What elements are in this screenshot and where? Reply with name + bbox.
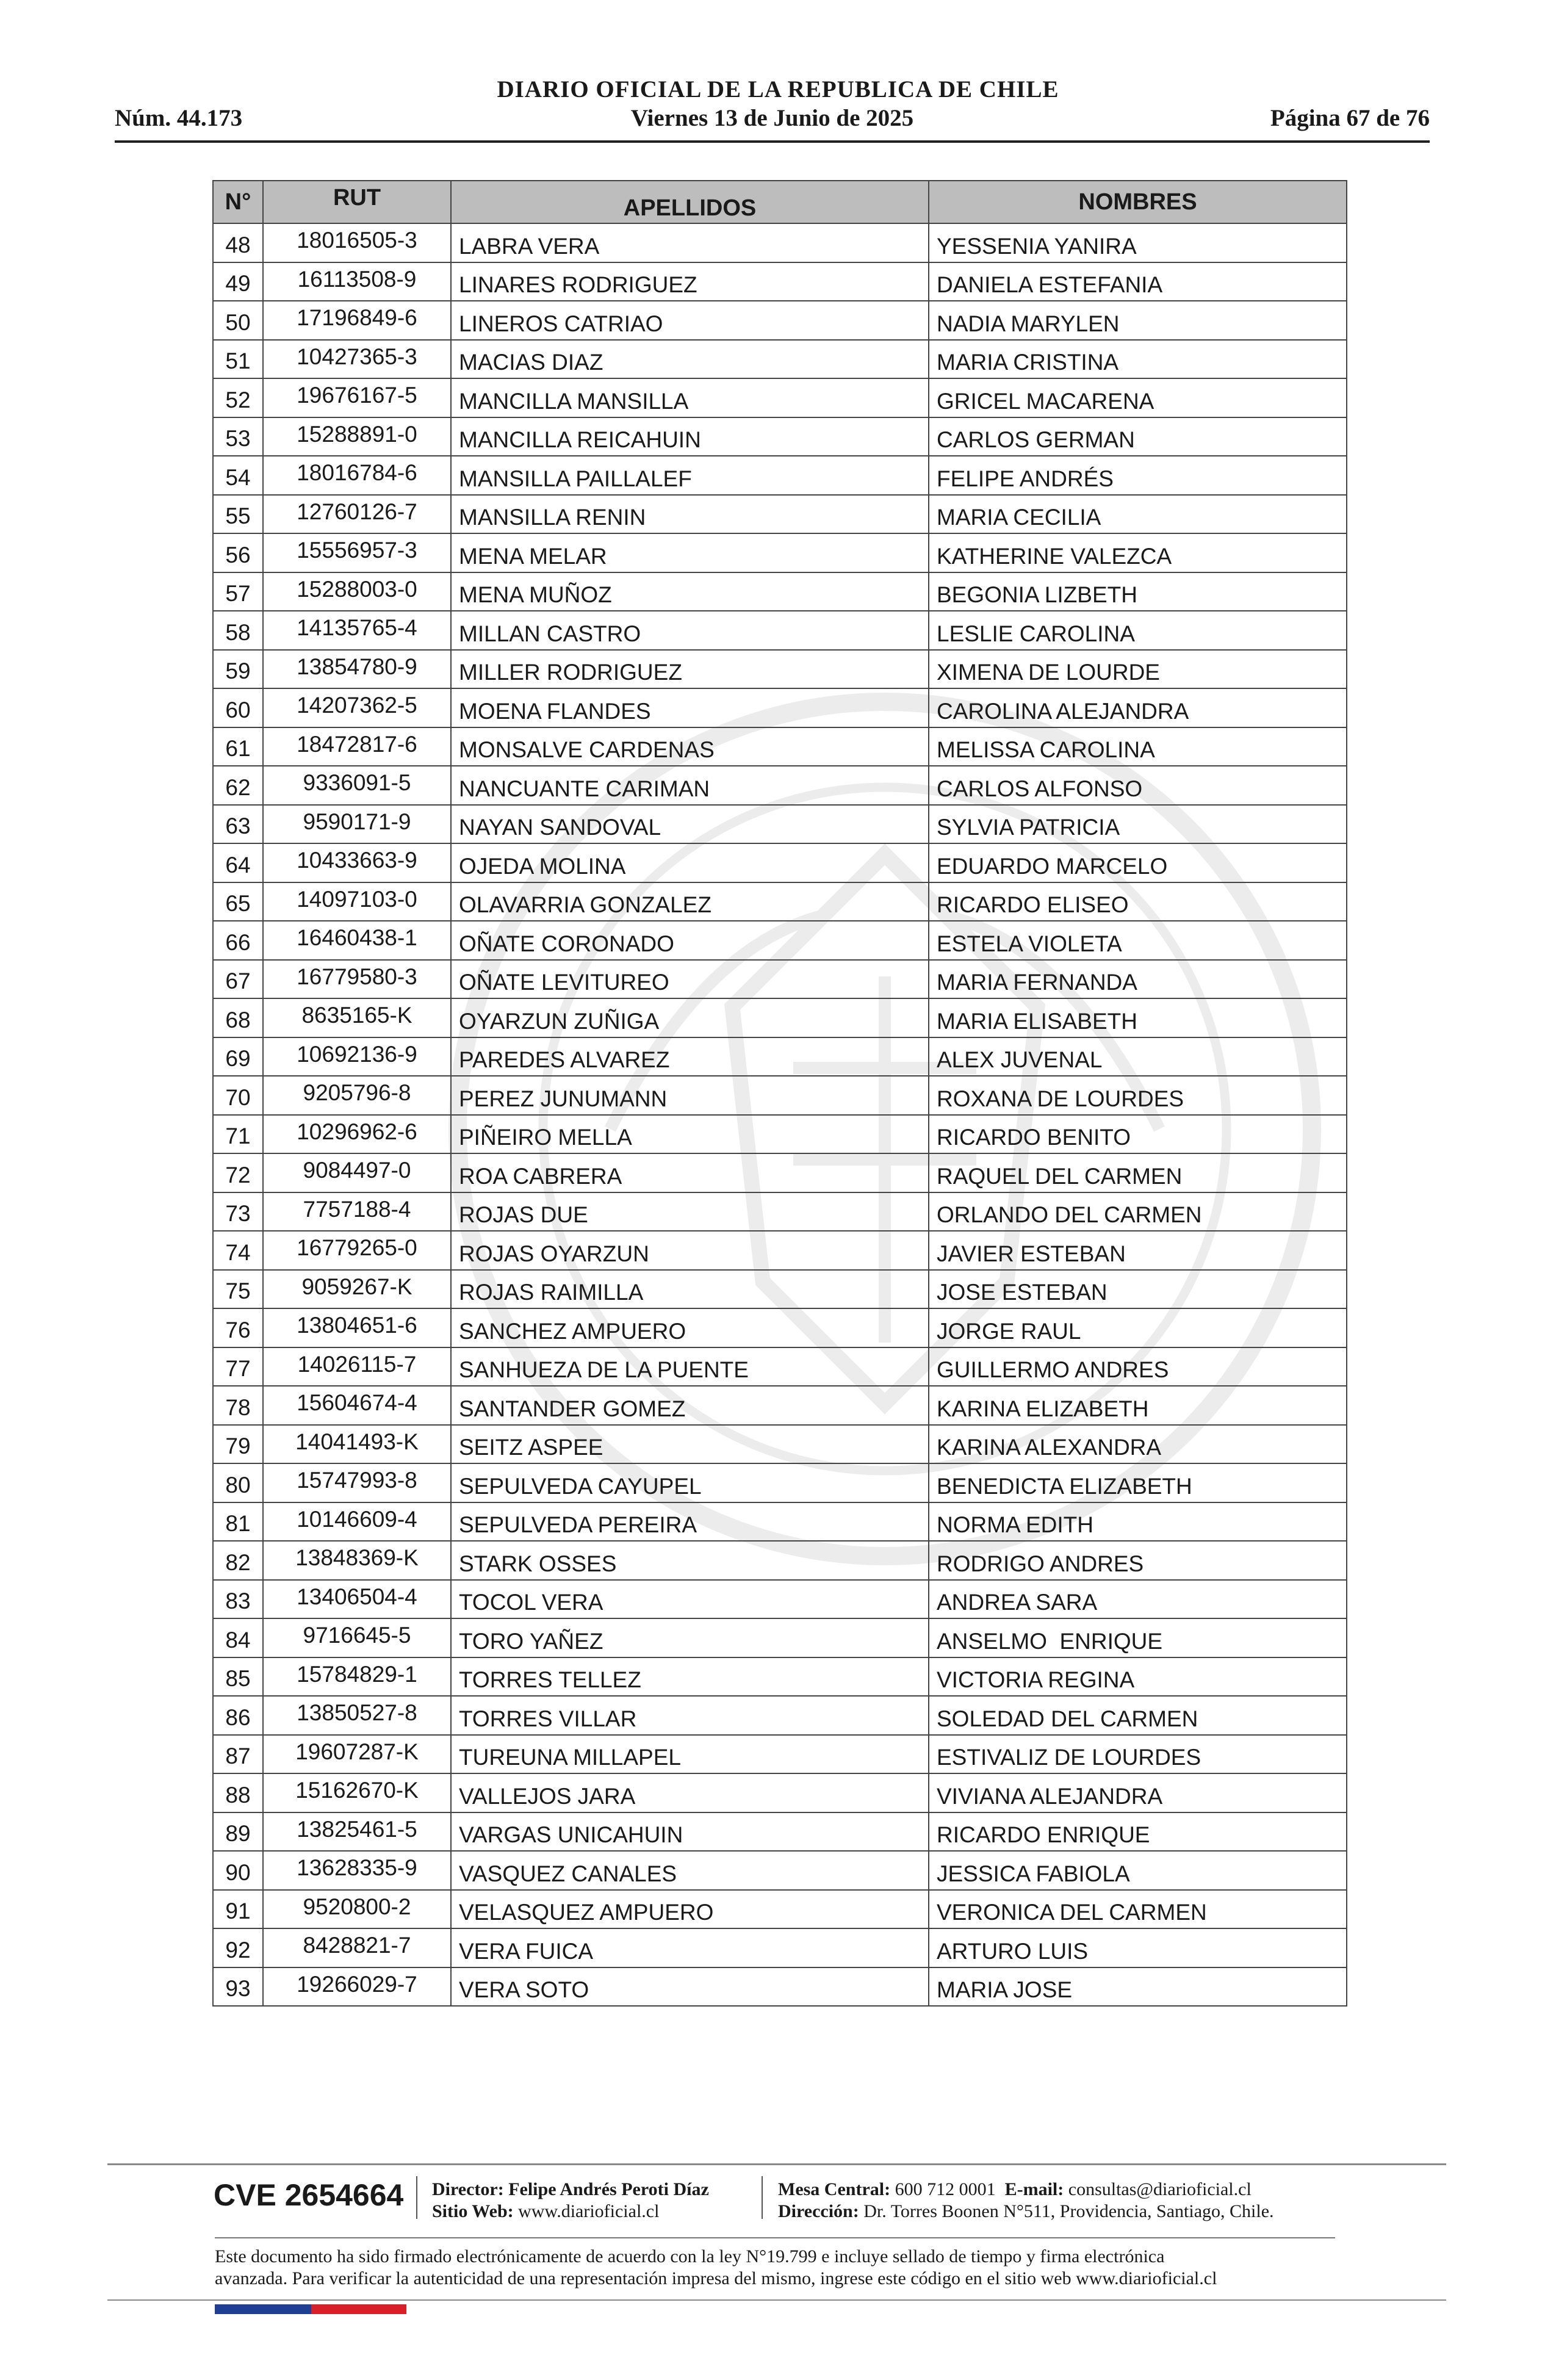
address-value: Dr. Torres Boonen N°511, Providencia, Santiago, Chile. (863, 2201, 1274, 2221)
row-apellidos: OÑATE LEVITUREO (451, 960, 929, 999)
email-label: E-mail: (1004, 2179, 1064, 2199)
table-row (213, 1386, 1347, 1425)
row-number: 93 (213, 1967, 263, 2007)
row-rut: 18016784-6 (263, 456, 451, 495)
row-apellidos: TORO YAÑEZ (451, 1618, 929, 1657)
row-nombres: MARIA ELISABETH (929, 998, 1347, 1037)
table-row (213, 1425, 1347, 1464)
row-apellidos: TOCOL VERA (451, 1580, 929, 1619)
row-rut: 17196849-6 (263, 301, 451, 340)
row-number: 59 (213, 650, 263, 689)
row-nombres: RICARDO ENRIQUE (929, 1812, 1347, 1852)
row-number: 87 (213, 1735, 263, 1774)
row-nombres: VERONICA DEL CARMEN (929, 1890, 1347, 1929)
table-row (213, 1890, 1347, 1929)
row-number: 85 (213, 1657, 263, 1697)
row-nombres: RODRIGO ANDRES (929, 1541, 1347, 1580)
table-row (213, 1463, 1347, 1502)
row-nombres: ORLANDO DEL CARMEN (929, 1192, 1347, 1231)
row-nombres: ALEX JUVENAL (929, 1037, 1347, 1076)
row-nombres: NORMA EDITH (929, 1502, 1347, 1542)
row-nombres: DANIELA ESTEFANIA (929, 262, 1347, 301)
row-nombres: MARIA CRISTINA (929, 340, 1347, 379)
row-apellidos: ROJAS RAIMILLA (451, 1270, 929, 1309)
row-rut: 9590171-9 (263, 805, 451, 844)
row-apellidos: MOENA FLANDES (451, 688, 929, 727)
legal-notice (215, 2246, 1374, 2290)
row-number: 73 (213, 1192, 263, 1231)
table-body (213, 223, 1347, 2006)
row-apellidos: OJEDA MOLINA (451, 843, 929, 882)
row-nombres: KARINA ELIZABETH (929, 1386, 1347, 1425)
table-row (213, 1153, 1347, 1192)
row-nombres: RICARDO BENITO (929, 1115, 1347, 1154)
table-row (213, 766, 1347, 805)
row-apellidos: ROJAS OYARZUN (451, 1231, 929, 1270)
row-rut: 9716645-5 (263, 1618, 451, 1657)
row-nombres: GRICEL MACARENA (929, 378, 1347, 417)
row-apellidos: TUREUNA MILLAPEL (451, 1735, 929, 1774)
row-rut: 13854780-9 (263, 650, 451, 689)
email-link[interactable]: consultas@diarioficial.cl (1068, 2179, 1252, 2199)
table-row (213, 960, 1347, 999)
row-rut: 10692136-9 (263, 1037, 451, 1076)
col-header-nombres: NOMBRES (929, 181, 1347, 223)
row-rut: 18472817-6 (263, 727, 451, 766)
table-row (213, 1696, 1347, 1735)
row-nombres: MARIA FERNANDA (929, 960, 1347, 999)
row-nombres: ANSELMO ENRIQUE (929, 1618, 1347, 1657)
row-number: 76 (213, 1308, 263, 1347)
row-rut: 9059267-K (263, 1270, 451, 1309)
footer-separator (416, 2176, 417, 2219)
table-row (213, 1735, 1347, 1774)
row-apellidos: VASQUEZ CANALES (451, 1851, 929, 1890)
row-nombres: RAQUEL DEL CARMEN (929, 1153, 1347, 1192)
row-rut: 16113508-9 (263, 262, 451, 301)
table-row (213, 262, 1347, 301)
roster-table (212, 180, 1347, 2007)
row-rut: 15556957-3 (263, 533, 451, 572)
row-number: 58 (213, 611, 263, 650)
row-number: 88 (213, 1773, 263, 1812)
flag-stripe-red (311, 2304, 406, 2314)
row-rut: 15747993-8 (263, 1463, 451, 1502)
row-rut: 13850527-8 (263, 1696, 451, 1735)
row-apellidos: MILLAN CASTRO (451, 611, 929, 650)
row-number: 51 (213, 340, 263, 379)
row-rut: 13804651-6 (263, 1308, 451, 1347)
row-number: 70 (213, 1076, 263, 1115)
row-rut: 14135765-4 (263, 611, 451, 650)
table-row (213, 1580, 1347, 1619)
row-rut: 8428821-7 (263, 1928, 451, 1967)
row-rut: 12760126-7 (263, 495, 451, 534)
footer-rule-middle (215, 2237, 1335, 2238)
row-apellidos: VALLEJOS JARA (451, 1773, 929, 1812)
table-row (213, 1812, 1347, 1852)
table-row (213, 495, 1347, 534)
row-nombres: MELISSA CAROLINA (929, 727, 1347, 766)
row-apellidos: OLAVARRIA GONZALEZ (451, 882, 929, 921)
row-number: 81 (213, 1502, 263, 1542)
row-number: 49 (213, 262, 263, 301)
table-row (213, 1115, 1347, 1154)
table-row (213, 805, 1347, 844)
row-number: 61 (213, 727, 263, 766)
table-row (213, 1967, 1347, 2007)
row-apellidos: LINARES RODRIGUEZ (451, 262, 929, 301)
row-nombres: NADIA MARYLEN (929, 301, 1347, 340)
table-row (213, 650, 1347, 689)
row-rut: 15604674-4 (263, 1386, 451, 1425)
row-number: 74 (213, 1231, 263, 1270)
row-apellidos: VERA SOTO (451, 1967, 929, 2007)
table-row (213, 1037, 1347, 1076)
row-nombres: SYLVIA PATRICIA (929, 805, 1347, 844)
row-nombres: ROXANA DE LOURDES (929, 1076, 1347, 1115)
row-rut: 19266029-7 (263, 1967, 451, 2007)
table-row (213, 727, 1347, 766)
table-row (213, 378, 1347, 417)
row-nombres: FELIPE ANDRÉS (929, 456, 1347, 495)
row-apellidos: OYARZUN ZUÑIGA (451, 998, 929, 1037)
row-apellidos: PEREZ JUNUMANN (451, 1076, 929, 1115)
row-rut: 14026115-7 (263, 1347, 451, 1387)
row-nombres: VICTORIA REGINA (929, 1657, 1347, 1697)
row-number: 55 (213, 495, 263, 534)
row-number: 75 (213, 1270, 263, 1309)
row-number: 79 (213, 1425, 263, 1464)
table-row (213, 1541, 1347, 1580)
row-apellidos: OÑATE CORONADO (451, 921, 929, 960)
col-header-apellidos: APELLIDOS (451, 181, 929, 223)
row-nombres: GUILLERMO ANDRES (929, 1347, 1347, 1387)
row-number: 86 (213, 1696, 263, 1735)
row-apellidos: SEPULVEDA CAYUPEL (451, 1463, 929, 1502)
row-apellidos: MONSALVE CARDENAS (451, 727, 929, 766)
row-apellidos: SANCHEZ AMPUERO (451, 1308, 929, 1347)
row-number: 91 (213, 1890, 263, 1929)
row-rut: 14041493-K (263, 1425, 451, 1464)
table-row (213, 611, 1347, 650)
table-row (213, 882, 1347, 921)
row-apellidos: MANSILLA RENIN (451, 495, 929, 534)
row-nombres: CARLOS GERMAN (929, 417, 1347, 456)
row-number: 80 (213, 1463, 263, 1502)
row-number: 57 (213, 572, 263, 611)
row-apellidos: PIÑEIRO MELLA (451, 1115, 929, 1154)
row-number: 54 (213, 456, 263, 495)
row-nombres: CAROLINA ALEJANDRA (929, 688, 1347, 727)
row-rut: 8635165-K (263, 998, 451, 1037)
row-rut: 10296962-6 (263, 1115, 451, 1154)
row-nombres: JOSE ESTEBAN (929, 1270, 1347, 1309)
row-apellidos: VELASQUEZ AMPUERO (451, 1890, 929, 1929)
row-rut: 14207362-5 (263, 688, 451, 727)
row-rut: 13628335-9 (263, 1851, 451, 1890)
row-rut: 9205796-8 (263, 1076, 451, 1115)
row-apellidos: ROA CABRERA (451, 1153, 929, 1192)
row-apellidos: PAREDES ALVAREZ (451, 1037, 929, 1076)
row-apellidos: SEPULVEDA PEREIRA (451, 1502, 929, 1542)
table-row (213, 456, 1347, 495)
row-number: 67 (213, 960, 263, 999)
row-number: 82 (213, 1541, 263, 1580)
row-number: 52 (213, 378, 263, 417)
mesa-phone: 600 712 0001 (895, 2179, 996, 2199)
table-row (213, 572, 1347, 611)
row-nombres: ESTIVALIZ DE LOURDES (929, 1735, 1347, 1774)
row-apellidos: LINEROS CATRIAO (451, 301, 929, 340)
table-row (213, 1773, 1347, 1812)
col-header-rut: RUT (263, 181, 451, 223)
row-apellidos: SANHUEZA DE LA PUENTE (451, 1347, 929, 1387)
row-number: 78 (213, 1386, 263, 1425)
row-apellidos: TORRES TELLEZ (451, 1657, 929, 1697)
row-number: 68 (213, 998, 263, 1037)
table-row (213, 1192, 1347, 1231)
footer-separator (762, 2176, 763, 2219)
table-row (213, 1502, 1347, 1542)
row-number: 48 (213, 223, 263, 262)
row-nombres: KATHERINE VALEZCA (929, 533, 1347, 572)
row-apellidos: NANCUANTE CARIMAN (451, 766, 929, 805)
director-name: Felipe Andrés Peroti Díaz (508, 2179, 709, 2199)
row-number: 89 (213, 1812, 263, 1852)
table-row (213, 340, 1347, 379)
issue-number: Núm. 44.173 (115, 105, 243, 131)
row-number: 64 (213, 843, 263, 882)
footer-rule-top (107, 2163, 1446, 2165)
table-row (213, 1347, 1347, 1387)
mesa-label: Mesa Central: (778, 2179, 891, 2199)
row-number: 66 (213, 921, 263, 960)
row-nombres: RICARDO ELISEO (929, 882, 1347, 921)
table-row (213, 688, 1347, 727)
row-nombres: MARIA JOSE (929, 1967, 1347, 2007)
row-apellidos: MANSILLA PAILLALEF (451, 456, 929, 495)
row-rut: 16460438-1 (263, 921, 451, 960)
row-rut: 9336091-5 (263, 766, 451, 805)
row-apellidos: STARK OSSES (451, 1541, 929, 1580)
header-rule (115, 140, 1430, 143)
row-apellidos: SEITZ ASPEE (451, 1425, 929, 1464)
table-row (213, 1618, 1347, 1657)
table-row (213, 1270, 1347, 1309)
row-apellidos: MACIAS DIAZ (451, 340, 929, 379)
row-nombres: CARLOS ALFONSO (929, 766, 1347, 805)
row-nombres: ANDREA SARA (929, 1580, 1347, 1619)
row-nombres: YESSENIA YANIRA (929, 223, 1347, 262)
address-label: Dirección: (778, 2201, 859, 2221)
row-rut: 19607287-K (263, 1735, 451, 1774)
row-nombres: JORGE RAUL (929, 1308, 1347, 1347)
row-rut: 19676167-5 (263, 378, 451, 417)
row-rut: 7757188-4 (263, 1192, 451, 1231)
row-rut: 14097103-0 (263, 882, 451, 921)
row-number: 92 (213, 1928, 263, 1967)
legal-line-2: avanzada. Para verificar la autenticidad de una representación impresa del mismo, ingrese este código en el sitio web www.diarioficial.cl (215, 2268, 1217, 2288)
footer-director-block (432, 2179, 709, 2223)
row-apellidos: MENA MELAR (451, 533, 929, 572)
row-nombres: VIVIANA ALEJANDRA (929, 1773, 1347, 1812)
row-number: 50 (213, 301, 263, 340)
row-number: 69 (213, 1037, 263, 1076)
row-apellidos: VARGAS UNICAHUIN (451, 1812, 929, 1852)
row-rut: 9084497-0 (263, 1153, 451, 1192)
row-number: 60 (213, 688, 263, 727)
row-number: 71 (213, 1115, 263, 1154)
row-apellidos: MANCILLA REICAHUIN (451, 417, 929, 456)
header-row (115, 104, 1430, 135)
footer-rule-bottom (107, 2299, 1446, 2301)
row-number: 53 (213, 417, 263, 456)
row-apellidos: NAYAN SANDOVAL (451, 805, 929, 844)
table-row (213, 223, 1347, 262)
row-rut: 9520800-2 (263, 1890, 451, 1929)
row-rut: 15784829-1 (263, 1657, 451, 1697)
row-apellidos: TORRES VILLAR (451, 1696, 929, 1735)
row-apellidos: VERA FUICA (451, 1928, 929, 1967)
table-row (213, 1308, 1347, 1347)
row-rut: 18016505-3 (263, 223, 451, 262)
table-row (213, 1928, 1347, 1967)
row-rut: 10427365-3 (263, 340, 451, 379)
legal-line-1: Este documento ha sido firmado electrónicamente de acuerdo con la ley N°19.799 e incluye sellado de tiempo y firma electrónica (215, 2246, 1165, 2266)
row-nombres: ARTURO LUIS (929, 1928, 1347, 1967)
table-row (213, 1231, 1347, 1270)
cve-code: CVE 2654664 (214, 2178, 404, 2212)
table-row (213, 417, 1347, 456)
page-indicator: Página 67 de 76 (1270, 105, 1430, 131)
table-row (213, 1851, 1347, 1890)
row-apellidos: LABRA VERA (451, 223, 929, 262)
row-apellidos: MANCILLA MANSILLA (451, 378, 929, 417)
flag-stripe-blue (215, 2304, 311, 2314)
row-rut: 13406504-4 (263, 1580, 451, 1619)
row-number: 62 (213, 766, 263, 805)
table-row (213, 921, 1347, 960)
table-row (213, 533, 1347, 572)
row-rut: 16779580-3 (263, 960, 451, 999)
table-header-row (213, 181, 1347, 223)
row-nombres: BEGONIA LIZBETH (929, 572, 1347, 611)
row-rut: 15162670-K (263, 1773, 451, 1812)
web-label: Sitio Web: (432, 2201, 514, 2221)
table-row (213, 843, 1347, 882)
table-row (213, 998, 1347, 1037)
row-nombres: KARINA ALEXANDRA (929, 1425, 1347, 1464)
row-nombres: ESTELA VIOLETA (929, 921, 1347, 960)
issue-date: Viernes 13 de Junio de 2025 (630, 105, 914, 131)
row-number: 72 (213, 1153, 263, 1192)
row-apellidos: MENA MUÑOZ (451, 572, 929, 611)
row-nombres: JAVIER ESTEBAN (929, 1231, 1347, 1270)
row-rut: 15288891-0 (263, 417, 451, 456)
row-nombres: BENEDICTA ELIZABETH (929, 1463, 1347, 1502)
row-nombres: SOLEDAD DEL CARMEN (929, 1696, 1347, 1735)
row-number: 90 (213, 1851, 263, 1890)
web-link[interactable]: www.diarioficial.cl (518, 2201, 660, 2221)
row-nombres: MARIA CECILIA (929, 495, 1347, 534)
row-nombres: LESLIE CAROLINA (929, 611, 1347, 650)
table-row (213, 1657, 1347, 1697)
row-apellidos: ROJAS DUE (451, 1192, 929, 1231)
row-apellidos: MILLER RODRIGUEZ (451, 650, 929, 689)
table-row (213, 301, 1347, 340)
row-rut: 10433663-9 (263, 843, 451, 882)
row-apellidos: SANTANDER GOMEZ (451, 1386, 929, 1425)
row-number: 65 (213, 882, 263, 921)
director-label: Director: (432, 2179, 504, 2199)
row-nombres: EDUARDO MARCELO (929, 843, 1347, 882)
row-rut: 13848369-K (263, 1541, 451, 1580)
row-number: 77 (213, 1347, 263, 1387)
row-number: 84 (213, 1618, 263, 1657)
row-rut: 13825461-5 (263, 1812, 451, 1852)
row-number: 63 (213, 805, 263, 844)
row-rut: 10146609-4 (263, 1502, 451, 1542)
row-number: 56 (213, 533, 263, 572)
row-number: 83 (213, 1580, 263, 1619)
footer-contact-block (778, 2179, 1274, 2223)
col-header-number: N° (213, 181, 263, 223)
row-nombres: JESSICA FABIOLA (929, 1851, 1347, 1890)
row-rut: 16779265-0 (263, 1231, 451, 1270)
row-nombres: XIMENA DE LOURDE (929, 650, 1347, 689)
publication-title: DIARIO OFICIAL DE LA REPUBLICA DE CHILE (497, 76, 1059, 103)
row-rut: 15288003-0 (263, 572, 451, 611)
table-row (213, 1076, 1347, 1115)
